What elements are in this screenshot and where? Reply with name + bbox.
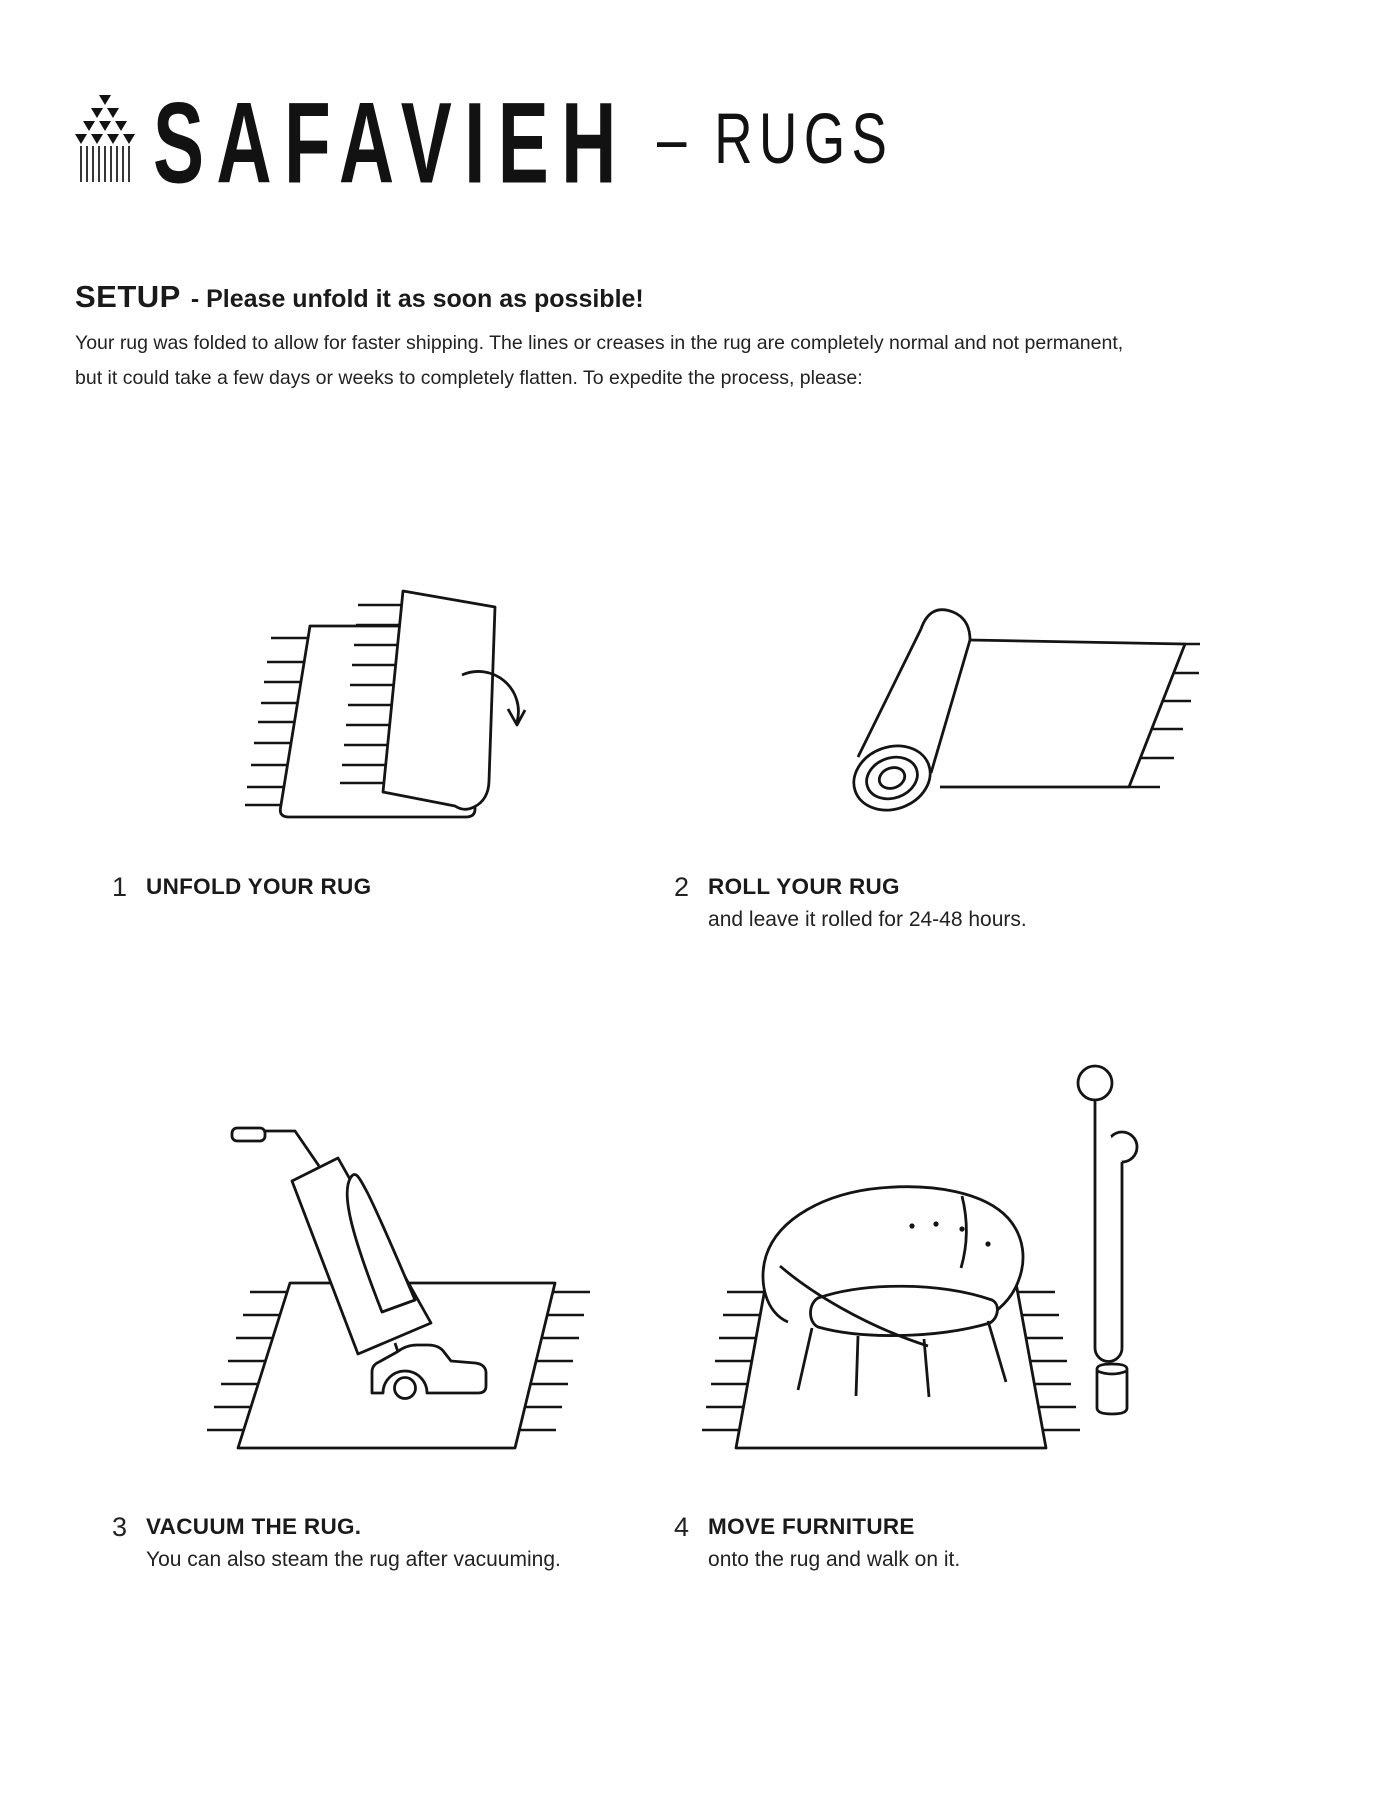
intro-line-2: but it could take a few days or weeks to completely flatten. To expedite the process, please: (75, 367, 863, 389)
step-4-caption (674, 1512, 960, 1575)
safavieh-triangle-tassel-icon (75, 93, 135, 185)
step-number: 3 (112, 1512, 128, 1542)
step-number: 2 (674, 872, 690, 902)
rug-flat-part (940, 640, 1185, 787)
step-number: 1 (112, 872, 128, 902)
roll-rug-illustration (740, 535, 1200, 815)
step-subtitle: You can also steam the rug after vacuuming. (146, 1548, 561, 1571)
setup-heading (75, 279, 644, 315)
floor-lamp (1078, 1066, 1137, 1414)
step-subtitle: onto the rug and walk on it. (708, 1548, 961, 1571)
step-3-caption (112, 1512, 561, 1575)
vacuum-rug-illustration (170, 1100, 630, 1455)
step-2-caption (674, 872, 1027, 935)
vacuum-wheel (395, 1378, 416, 1399)
rug-folded-flap (383, 591, 495, 809)
vacuum-handle (232, 1128, 265, 1141)
step-subtitle: and leave it rolled for 24-48 hours. (708, 908, 1027, 931)
lamp-bulb-tall (1078, 1066, 1112, 1100)
intro-line-1: Your rug was folded to allow for faster shipping. The lines or creases in the rug are completely normal and not permanent, (75, 332, 1124, 354)
step-title: ROLL YOUR RUG (708, 874, 900, 899)
setup-title: SETUP (75, 279, 181, 314)
step-title: VACUUM THE RUG. (146, 1514, 362, 1539)
step-title: UNFOLD YOUR RUG (146, 874, 372, 899)
vacuum-handle-rod (265, 1131, 319, 1166)
step-1-caption (112, 872, 371, 904)
step-title: MOVE FURNITURE (708, 1514, 915, 1539)
setup-tagline: - Please unfold it as soon as possible! (190, 285, 644, 313)
brand-suffix: – RUGS (657, 99, 894, 179)
brand-wordmark: SAFAVIEH (153, 79, 629, 208)
intro-paragraph (75, 326, 1123, 396)
step-number: 4 (674, 1512, 690, 1542)
furniture-rug-illustration (700, 1030, 1200, 1455)
rug-roll-spiral (845, 736, 940, 815)
chair-seat (811, 1286, 998, 1335)
unfold-rug-illustration (175, 495, 555, 840)
